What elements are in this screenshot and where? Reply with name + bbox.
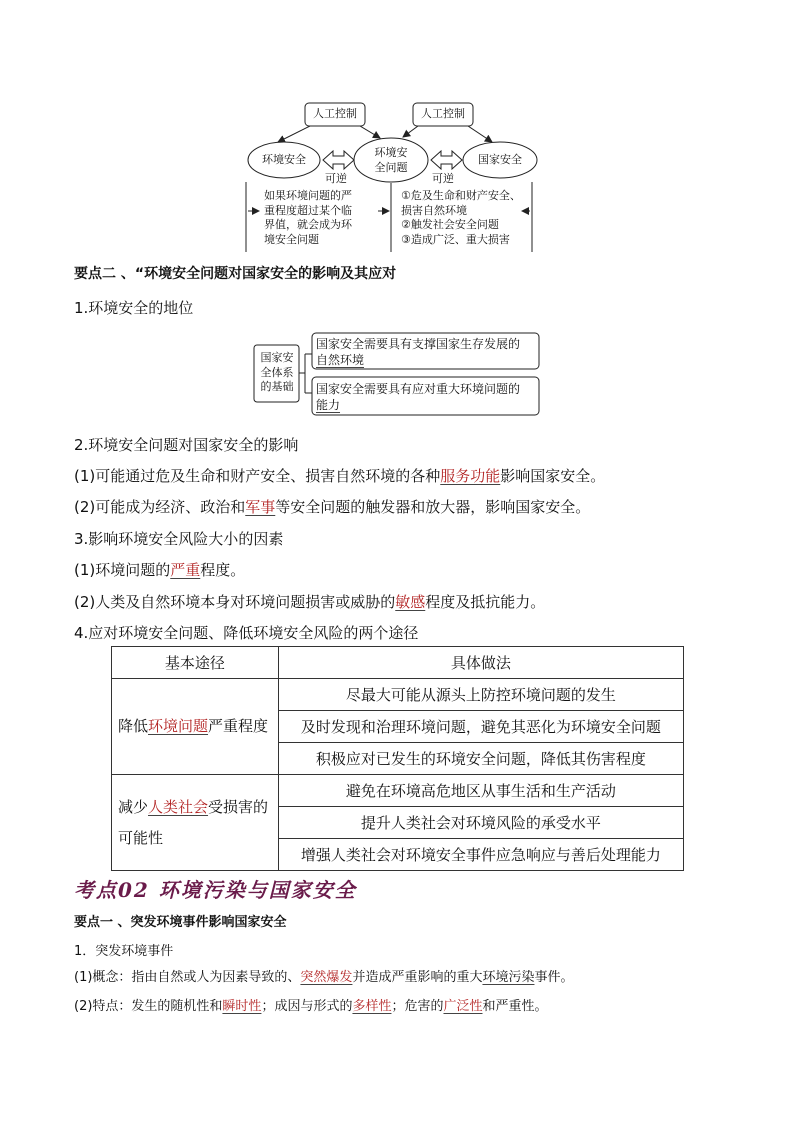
section1-title: 1.环境安全的地位 [74, 299, 194, 317]
status-right-box-2: 国家安全需要具有应对重大环境问题的 能力 [316, 382, 521, 412]
section2-item2: (2)可能成为经济、政治和军事等安全问题的触发器和放大器，影响国家安全。 [74, 498, 591, 516]
table-cell: 避免在环境高危地区从事生活和生产活动 [278, 775, 683, 807]
section3-item2: (2)人类及自然环境本身对环境问题损害或威胁的敏感程度及抵抗能力。 [74, 593, 546, 611]
point2-heading: 要点二 、“环境安全问题对国家安全的影响及其应对 [74, 266, 397, 282]
table-row [112, 679, 684, 711]
table-cell: 增强人类社会对环境安全事件应急响应与善后处理能力 [278, 839, 683, 871]
section4-title: 4.应对环境安全问题、降低环境安全风险的两个途径 [74, 624, 419, 642]
diagram-box-left: 人工控制 [313, 107, 357, 120]
table-cell: 提升人类社会对环境风险的承受水平 [278, 807, 683, 839]
table-row [112, 775, 684, 807]
table-header-cell: 具体做法 [278, 647, 683, 679]
section2-item1: (1)可能通过危及生命和财产安全、损害自然环境的各种服务功能影响国家安全。 [74, 467, 606, 485]
table-header-row [112, 647, 684, 679]
point1-heading: 要点一 、突发环境事件影响国家安全 [74, 915, 287, 930]
section3-title: 3.影响环境安全风险大小的因素 [74, 530, 284, 548]
status-left-box: 国家安 全体系 的基础 [260, 351, 294, 393]
oval-env-safety: 环境安全 [262, 153, 306, 166]
features-line: (2)特点：发生的随机性和瞬时性；成因与形式的多样性；危害的广泛性和严重性。 [74, 999, 548, 1014]
sudden-event-title: 1．突发环境事件 [74, 944, 174, 959]
diagram-right-desc: ①危及生命和财产安全、 损害自然环境 ②触发社会安全问题 ③造成广泛、重大损害 [401, 189, 521, 246]
diagram-left-desc: 如果环境问题的严 重程度超过某个临 界值，就会成为环 境安全问题 [264, 189, 352, 246]
concept-line: (1)概念：指由自然或人为因素导致的、突然爆发并造成严重影响的重大环境污染事件。 [74, 970, 574, 985]
reversible-left: 可逆 [325, 172, 347, 185]
diagram-box-right: 人工控制 [421, 107, 465, 120]
kaodian-title: 考点02 环境污染与国家安全 [74, 878, 357, 902]
oval-env-issue: 环境安 全问题 [374, 146, 408, 174]
table-header-cell: 基本途径 [112, 647, 279, 679]
approach-reduce-damage: 减少人类社会受损害的可能性 [112, 775, 279, 871]
status-right-box-1: 国家安全需要具有支撑国家生存发展的 自然环境 [316, 337, 521, 367]
approaches-table [111, 646, 684, 871]
ability-term: 能力 [316, 398, 341, 412]
table-cell: 及时发现和治理环境问题，避免其恶化为环境安全问题 [278, 711, 683, 743]
section3-item1: (1)环境问题的严重程度。 [74, 561, 246, 579]
section2-title: 2.环境安全问题对国家安全的影响 [74, 436, 299, 454]
natural-env-term: 自然环境 [316, 353, 365, 367]
table-cell: 积极应对已发生的环境安全问题，降低其伤害程度 [278, 743, 683, 775]
reversible-right: 可逆 [432, 172, 454, 185]
approach-reduce-severity: 降低环境问题严重程度 [112, 679, 279, 775]
table-cell: 尽最大可能从源头上防控环境问题的发生 [278, 679, 683, 711]
oval-national-safety: 国家安全 [478, 153, 522, 166]
